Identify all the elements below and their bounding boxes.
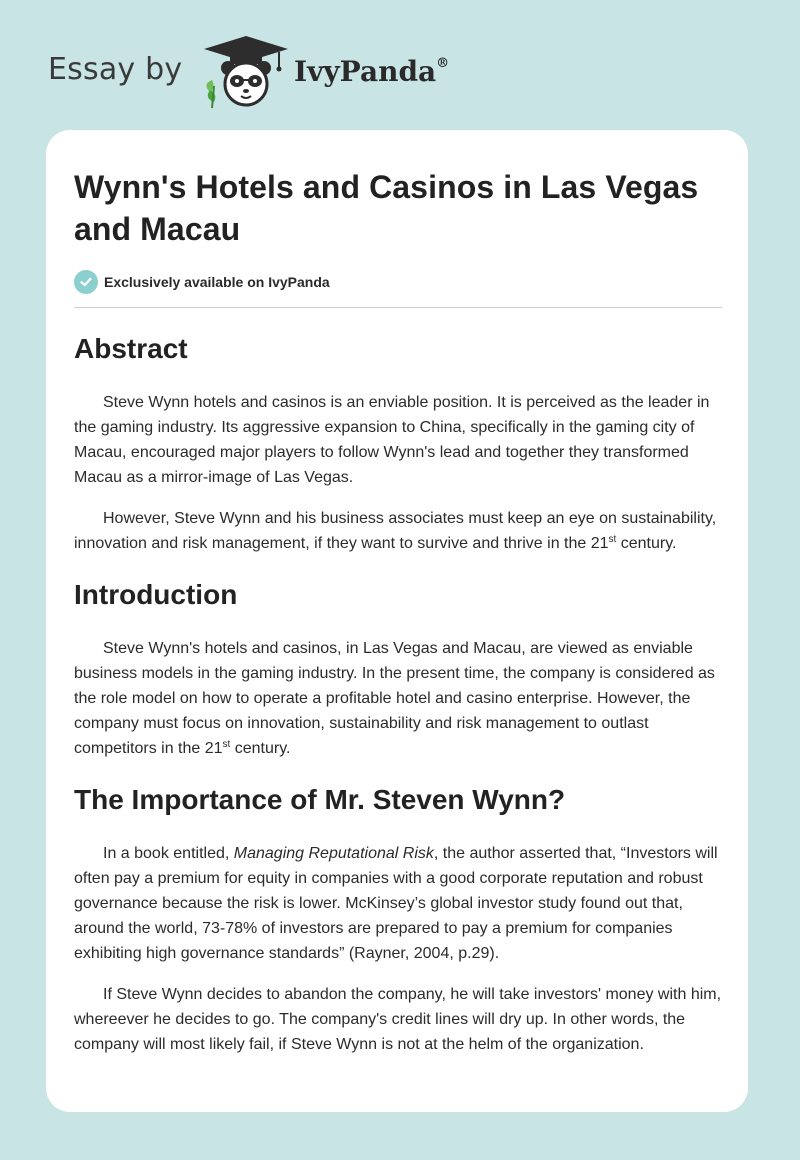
brand-prefix: Essay by: [48, 52, 183, 87]
importance-paragraph-1: [74, 841, 726, 966]
abstract-paragraph-1: Steve Wynn hotels and casinos is an enviable position. It is perceived as the leader in the gaming industry. Its aggressive expansion to China, specifically in the gaming city of Macau, encouraged major players to follow Wynn's lead and together they transformed Macau as a mirror-image of Las Vegas.: [74, 394, 710, 486]
introduction-paragraph-1-text: Steve Wynn's hotels and casinos, in Las Vegas and Macau, are viewed as enviable business models in the gaming industry. In the present time, the company is considered as the role model on how to operate a profitable hotel and casino enterprise. However, the company must focus on innovation, sustainability and risk management to outlast competitors in the 21: [74, 640, 715, 757]
check-icon: [74, 270, 98, 294]
book-title: Managing Reputational Risk: [233, 845, 434, 862]
title-divider: [74, 307, 722, 308]
ordinal-suffix: st: [608, 534, 617, 545]
introduction-paragraph-1-tail: century.: [230, 740, 291, 757]
section-heading-abstract: Abstract: [74, 333, 188, 364]
importance-paragraph-1-text: , the author asserted that, “Investors will often pay a premium for equity in companies with a good corporate reputation and robust governance because the risk is lower. McKinsey’s global investor study found out that, around the world, 73-78% of investors are prepared to pay a premium for companies exhibiting high governance standards” (Rayner, 2004, p.29).: [74, 845, 718, 962]
ordinal-suffix: st: [222, 739, 231, 750]
brand-header: [48, 34, 508, 110]
essay-card: [46, 130, 748, 1112]
essay-title: Wynn's Hotels and Casinos in Las Vegas and Macau: [74, 169, 699, 247]
importance-paragraph-2: If Steve Wynn decides to abandon the company, he will take investors' money with him, whereever he decides to go. The company's credit lines will dry up. In other words, the company will most likely fail, if Steve Wynn is not at the helm of the organization.: [74, 986, 722, 1053]
brand-name-text: IvyPanda: [294, 55, 437, 88]
introduction-paragraph-1: [74, 636, 726, 761]
trademark-symbol: ®: [436, 56, 450, 71]
exclusive-label: Exclusively available on IvyPanda: [104, 274, 330, 290]
ivypanda-logo-icon[interactable]: [200, 34, 292, 110]
section-heading-introduction: Introduction: [74, 579, 238, 610]
abstract-paragraph-2-tail: century.: [616, 535, 677, 552]
abstract-paragraph-2-text: However, Steve Wynn and his business associates must keep an eye on sustainability, innovation and risk management, if they want to survive and thrive in the 21: [74, 510, 717, 552]
abstract-paragraph-2: [74, 506, 726, 556]
importance-paragraph-1-lead: In a book entitled,: [103, 845, 234, 862]
section-heading-importance: The Importance of Mr. Steven Wynn?: [74, 784, 566, 815]
brand-name: [294, 55, 449, 88]
exclusive-badge: [74, 269, 722, 295]
